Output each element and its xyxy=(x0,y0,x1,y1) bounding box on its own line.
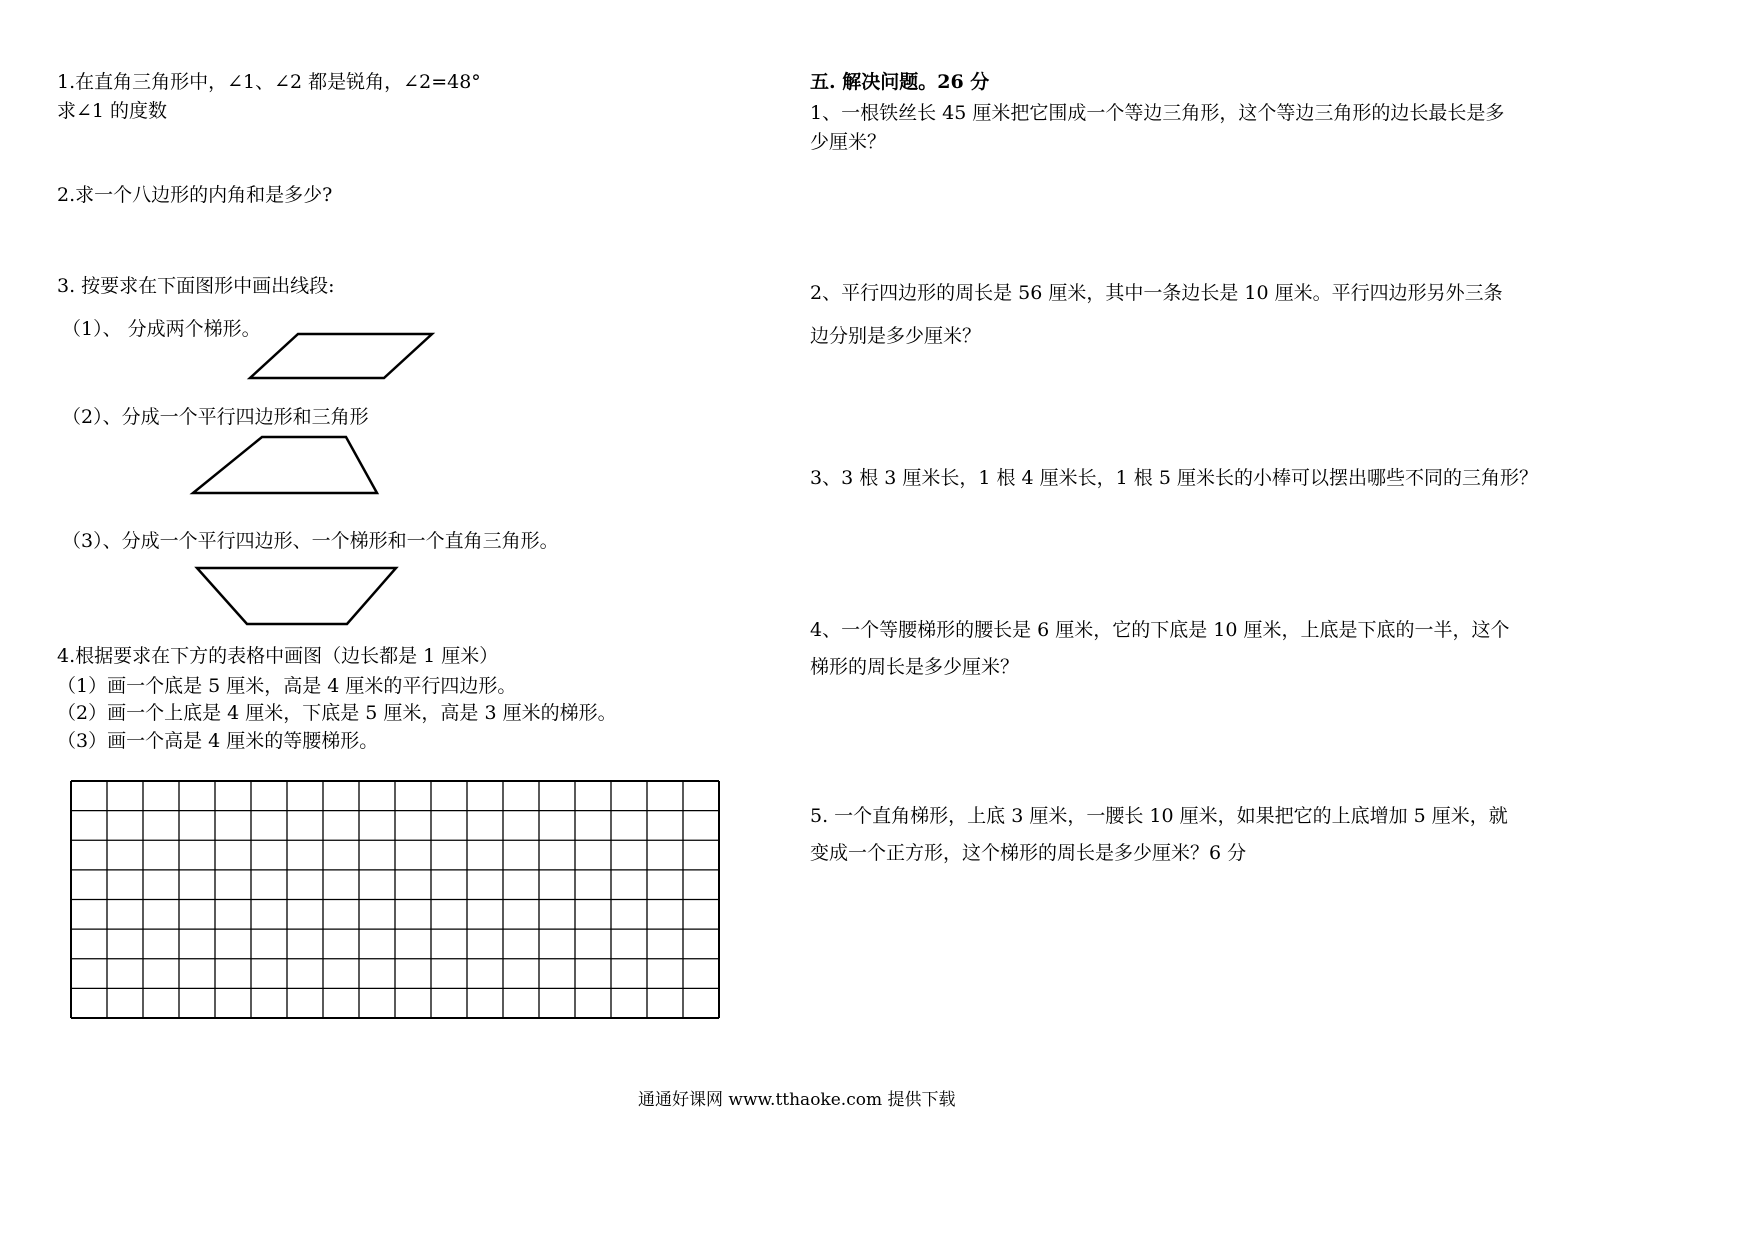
parallelogram-figure xyxy=(250,334,432,378)
footer-text: 通通好课网 www.tthaoke.com 提供下载 xyxy=(638,1090,956,1110)
q4-item1: （1）画一个底是 5 厘米，高是 4 厘米的平行四边形。 xyxy=(57,675,517,697)
q3-item1: （1）、 分成两个梯形。 xyxy=(62,318,261,340)
trapezoid-figure xyxy=(193,437,377,493)
problem-3: 3、3 根 3 厘米长，1 根 4 厘米长，1 根 5 厘米长的小棒可以摆出哪些不同的三角形？ xyxy=(810,467,1538,489)
q3-item2: （2）、分成一个平行四边形和三角形 xyxy=(62,406,369,428)
q4-item2: （2）画一个上底是 4 厘米，下底是 5 厘米，高是 3 厘米的梯形。 xyxy=(57,702,617,724)
q3-title: 3. 按要求在下面图形中画出线段: xyxy=(57,275,335,297)
problem-5: 5. 一个直角梯形，上底 3 厘米，一腰长 10 厘米，如果把它的上底增加 5 厘米，就变成一个正方形，这个梯形的周长是多少厘米？6 分 xyxy=(810,805,1508,864)
problem-1: 1、一根铁丝长 45 厘米把它围成一个等边三角形，这个等边三角形的边长最长是多少厘米？ xyxy=(810,102,1505,153)
q4-item3: （3）画一个高是 4 厘米的等腰梯形。 xyxy=(57,730,379,752)
q2-text: 2.求一个八边形的内角和是多少? xyxy=(57,184,333,206)
problem-2: 2、平行四边形的周长是 56 厘米，其中一条边长是 10 厘米。平行四边形另外三条边分别是多少厘米？ xyxy=(810,282,1503,347)
problem-4: 4、一个等腰梯形的腰长是 6 厘米，它的下底是 10 厘米，上底是下底的一半，这个梯形的周长是多少厘米？ xyxy=(810,619,1510,678)
q4-title: 4.根据要求在下方的表格中画图（边长都是 1 厘米） xyxy=(57,645,499,667)
q3-item3: （3）、分成一个平行四边形、一个梯形和一个直角三角形。 xyxy=(62,530,559,552)
q1-line1: 1.在直角三角形中，∠1、∠2 都是锐角，∠2=48° xyxy=(57,71,481,93)
inverted-trapezoid-figure xyxy=(197,568,396,624)
section-title: 五. 解决问题。26 分 xyxy=(810,71,990,93)
q1-line2: 求∠1 的度数 xyxy=(57,100,168,122)
drawing-grid xyxy=(71,781,719,1018)
